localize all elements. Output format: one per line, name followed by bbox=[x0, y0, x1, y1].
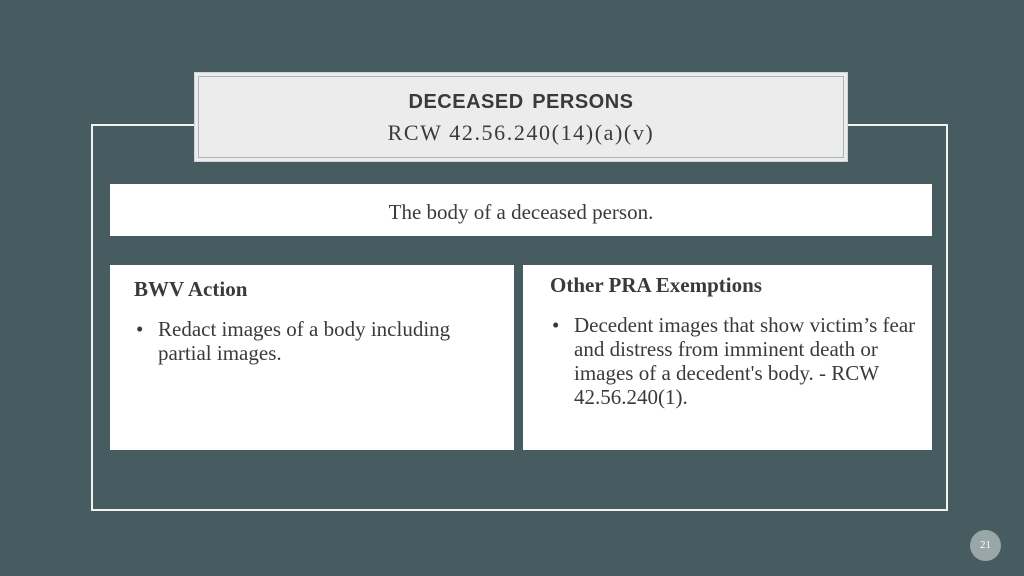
page-number-badge: 21 bbox=[970, 530, 1001, 561]
bullet-icon: • bbox=[552, 313, 560, 337]
title-box bbox=[194, 72, 848, 162]
list-item bbox=[134, 317, 494, 365]
definition-box bbox=[110, 184, 932, 236]
title-inner-border bbox=[198, 76, 844, 158]
bwv-action-card bbox=[110, 265, 514, 450]
bwv-action-heading: BWV Action bbox=[134, 277, 248, 301]
slide-title: deceased persons bbox=[408, 83, 634, 115]
other-pra-exemptions-card bbox=[523, 265, 932, 450]
bwv-action-bullet-text: Redact images of a body including partial images. bbox=[158, 317, 451, 365]
other-pra-exemptions-list bbox=[550, 313, 920, 409]
other-pra-exemptions-heading: Other PRA Exemptions bbox=[550, 273, 762, 297]
definition-text: The body of a deceased person. bbox=[388, 200, 654, 224]
bwv-action-list bbox=[134, 317, 494, 365]
slide-subtitle: RCW 42.56.240(14)(a)(v) bbox=[387, 120, 655, 145]
other-pra-exemptions-bullet-text: Decedent images that show victim’s fear and distress from imminent death or images of a decedent's body. - RCW 42.56.240(1). bbox=[574, 313, 916, 409]
bullet-icon: • bbox=[136, 317, 144, 341]
list-item bbox=[550, 313, 920, 409]
